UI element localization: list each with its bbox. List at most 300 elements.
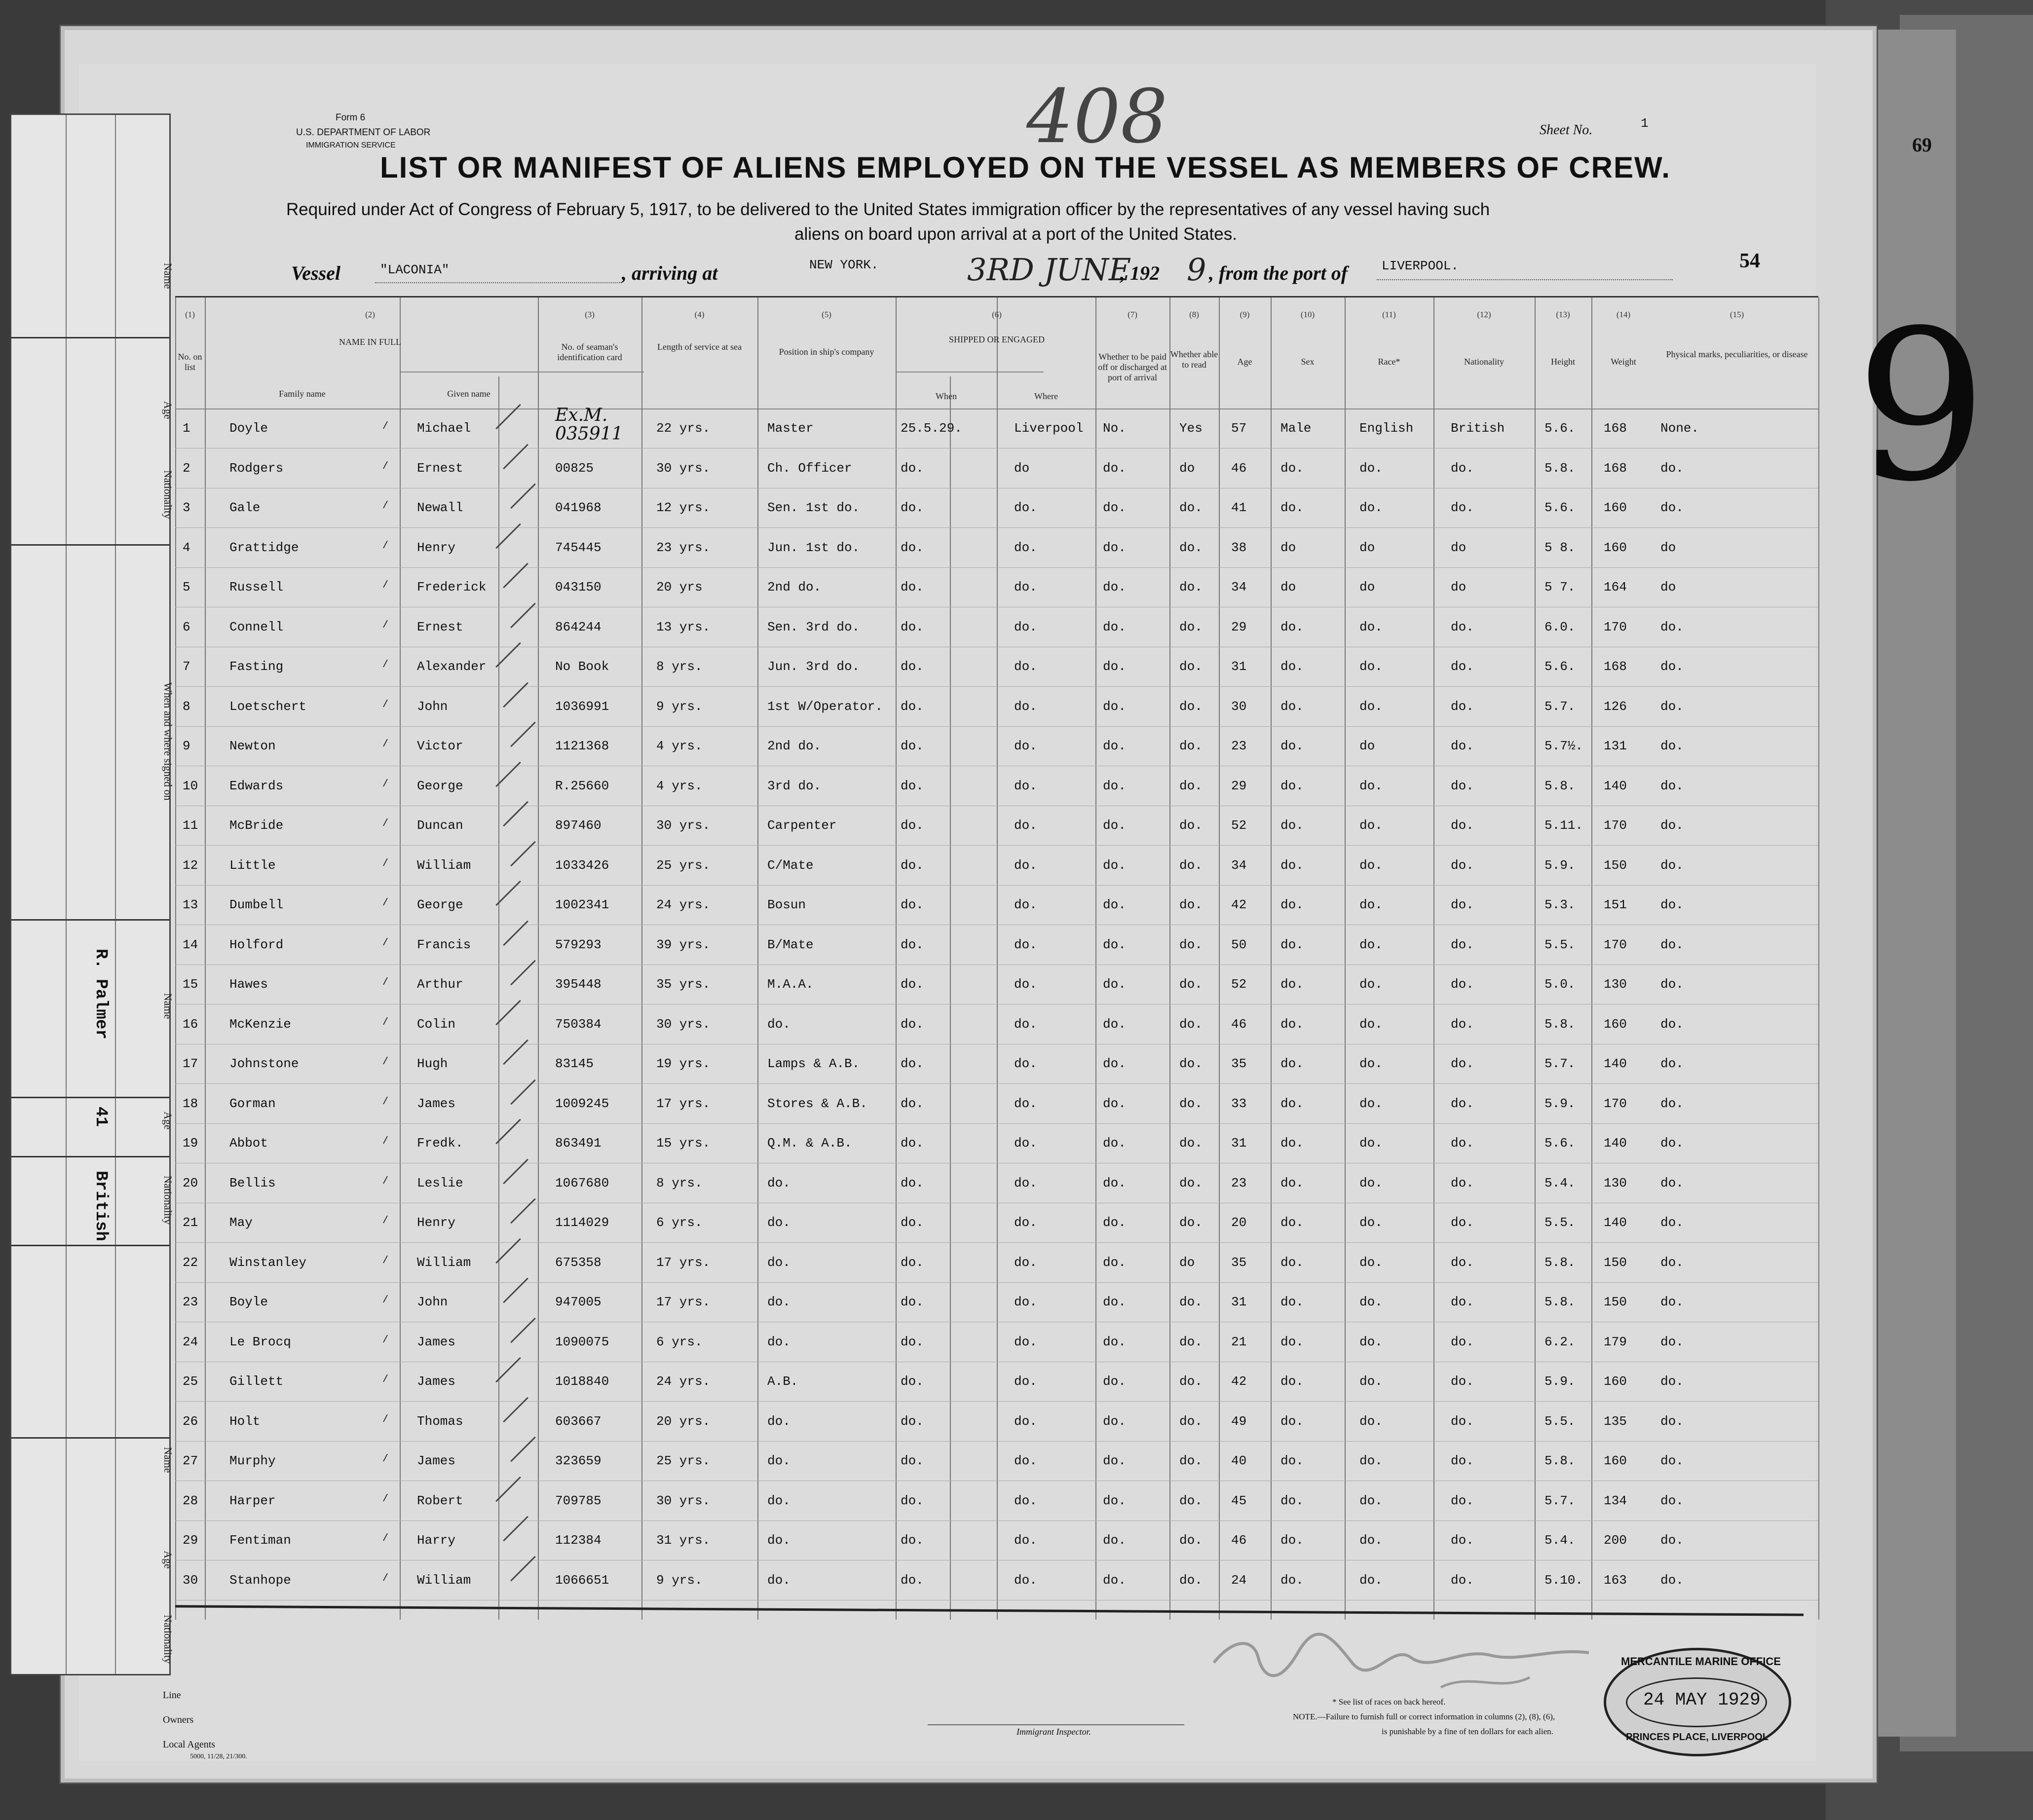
cell-service: 31 yrs.	[656, 1533, 711, 1548]
cell-height: 5.4.	[1544, 1175, 1576, 1190]
cell-weight: 150	[1604, 1255, 1627, 1270]
cell-age: 35	[1231, 1056, 1247, 1071]
cell-card: 1121368	[555, 739, 609, 753]
cell-position: do.	[767, 1413, 791, 1429]
cell-card: 947005	[555, 1295, 602, 1309]
cell-card: 745445	[555, 540, 602, 555]
cell-sex: do.	[1280, 937, 1304, 952]
cell-when: do.	[901, 619, 924, 634]
cell-no: 11	[183, 818, 198, 833]
cell-read: do.	[1179, 1572, 1203, 1588]
cell-weight: 170	[1604, 937, 1627, 952]
cell-given: Thomas	[417, 1413, 463, 1429]
strip-age-label: Age	[162, 401, 174, 419]
cell-age: 29	[1231, 778, 1247, 793]
cell-position: C/Mate	[767, 857, 814, 873]
cell-no: 16	[183, 1016, 198, 1032]
cell-weight: 134	[1604, 1493, 1627, 1508]
cell-where: do.	[1014, 1334, 1037, 1349]
cell-position: B/Mate	[767, 937, 814, 952]
cell-family: Connell	[229, 619, 284, 634]
cell-given: William	[417, 1572, 471, 1588]
tick-icon: /	[382, 659, 389, 670]
cell-nat: do.	[1451, 1374, 1474, 1389]
cell-marks: do.	[1660, 1493, 1684, 1508]
cell-when: do.	[901, 1096, 924, 1111]
cell-service: 22 yrs.	[656, 421, 711, 436]
cell-read: do.	[1179, 1295, 1203, 1309]
cell-given: Frederick	[417, 580, 487, 594]
cell-given: Fredk.	[417, 1136, 463, 1151]
cell-where: do.	[1014, 1453, 1037, 1468]
cell-nat: do	[1451, 580, 1467, 594]
cell-service: 9 yrs.	[656, 1572, 703, 1588]
checkmark-icon	[503, 1397, 528, 1422]
cell-marks: do.	[1660, 1453, 1684, 1468]
strip-age-label-3: Age	[162, 1551, 174, 1569]
cell-position: do.	[767, 1255, 791, 1270]
cell-nat: do.	[1451, 460, 1474, 476]
cell-height: 5.11.	[1544, 818, 1583, 833]
row-rule	[175, 1401, 1818, 1402]
cell-nat: do.	[1451, 500, 1474, 515]
cell-when: do.	[901, 1374, 924, 1389]
strip-entry-age: 41	[91, 1107, 110, 1127]
cell-height: 5.0.	[1544, 977, 1576, 992]
checkmark-icon	[510, 1198, 536, 1224]
cell-sex: do.	[1280, 1175, 1304, 1190]
cell-race: do.	[1359, 460, 1383, 476]
large-handwritten-number: 9	[1855, 286, 1988, 527]
column-rule	[1345, 297, 1346, 1620]
cell-marks: do.	[1660, 460, 1684, 476]
cell-marks: do.	[1660, 1255, 1684, 1270]
cell-sex: do.	[1280, 1016, 1304, 1032]
cell-nat: do.	[1451, 1334, 1474, 1349]
cell-marks: do	[1660, 540, 1676, 555]
strip-divider	[11, 1245, 169, 1246]
strip-divider	[11, 919, 169, 921]
strip-name-label: Name	[162, 263, 174, 289]
cell-weight: 170	[1604, 818, 1627, 833]
cell-when: do.	[901, 1056, 924, 1071]
cell-race: do	[1359, 540, 1375, 555]
cell-marks: do.	[1660, 619, 1684, 634]
cell-age: 34	[1231, 580, 1247, 594]
cell-no: 19	[183, 1136, 198, 1151]
right-number: 54	[1739, 250, 1760, 272]
cell-marks: do.	[1660, 857, 1684, 873]
cell-race: do.	[1359, 1334, 1383, 1349]
cell-height: 5.8.	[1544, 1016, 1576, 1032]
cell-no: 20	[183, 1175, 198, 1190]
cell-nat: do.	[1451, 1016, 1474, 1032]
cell-height: 5.7½.	[1544, 739, 1583, 753]
cell-height: 6.2.	[1544, 1334, 1576, 1349]
column-number: (3)	[585, 310, 595, 319]
cell-family: Little	[229, 857, 276, 873]
column-rule	[1095, 297, 1096, 1620]
cell-service: 35 yrs.	[656, 977, 711, 992]
cell-age: 57	[1231, 421, 1247, 436]
column-number: (5)	[822, 310, 831, 319]
column-rule	[997, 297, 998, 1620]
cell-paid: do.	[1103, 1056, 1126, 1071]
cell-given: Henry	[417, 540, 456, 555]
header-c4: Length of service at sea	[657, 342, 742, 352]
cell-sex: do.	[1280, 857, 1304, 873]
cell-race: do.	[1359, 1572, 1383, 1588]
cell-where: do.	[1014, 1295, 1037, 1309]
strip-entry-nationality: British	[91, 1171, 110, 1241]
cell-age: 41	[1231, 500, 1247, 515]
cell-nat: do.	[1451, 659, 1474, 674]
cell-marks: None.	[1660, 421, 1699, 436]
cell-age: 24	[1231, 1572, 1247, 1588]
column-rule	[538, 297, 539, 1620]
cell-sex: do.	[1280, 619, 1304, 634]
cell-paid: do.	[1103, 659, 1126, 674]
cell-nat: do.	[1451, 1453, 1474, 1468]
cell-sex: do.	[1280, 739, 1304, 753]
cell-service: 23 yrs.	[656, 540, 711, 555]
header-c12: Nationality	[1464, 357, 1504, 367]
cell-paid: do.	[1103, 1533, 1126, 1548]
cell-where: do.	[1014, 818, 1037, 833]
column-rule	[205, 297, 206, 1620]
cell-sex: do.	[1280, 818, 1304, 833]
cell-nat: do.	[1451, 1056, 1474, 1071]
print-code: 5000, 11/28, 21/300.	[190, 1753, 247, 1760]
cell-no: 4	[183, 540, 190, 555]
cell-sex: do.	[1280, 778, 1304, 793]
cell-weight: 200	[1604, 1533, 1627, 1548]
cell-card: 043150	[555, 580, 602, 594]
cell-age: 31	[1231, 659, 1247, 674]
cell-given: Michael	[417, 421, 471, 436]
cell-weight: 130	[1604, 1175, 1627, 1190]
cell-marks: do	[1660, 580, 1676, 594]
cell-age: 31	[1231, 1295, 1247, 1309]
cell-position: 1st W/Operator.	[767, 699, 883, 714]
tick-icon: /	[382, 1533, 389, 1544]
tick-icon: /	[382, 619, 389, 631]
cell-age: 34	[1231, 857, 1247, 873]
cell-service: 8 yrs.	[656, 659, 703, 674]
cell-service: 30 yrs.	[656, 1493, 711, 1508]
tick-icon: /	[382, 778, 389, 790]
checkmark-icon	[503, 1278, 528, 1303]
cell-where: do.	[1014, 659, 1037, 674]
row-rule	[175, 527, 1818, 528]
cell-service: 30 yrs.	[656, 460, 711, 476]
checkmark-icon	[510, 483, 536, 509]
cell-where: do.	[1014, 1572, 1037, 1588]
header-c7: Whether to be paid off or discharged at port of arrival	[1098, 352, 1167, 382]
cell-weight: 131	[1604, 739, 1627, 753]
cell-when: do.	[901, 580, 924, 594]
cell-race: do.	[1359, 977, 1383, 992]
cell-where: do.	[1014, 1136, 1037, 1151]
strip-divider	[11, 544, 169, 546]
cell-race: do.	[1359, 1533, 1383, 1548]
arriving-label: , arriving at	[622, 262, 718, 284]
tick-icon: /	[382, 460, 389, 472]
cell-when: do.	[901, 699, 924, 714]
cell-service: 20 yrs	[656, 580, 703, 594]
cell-age: 23	[1231, 739, 1247, 753]
cell-weight: 140	[1604, 1056, 1627, 1071]
cell-marks: do.	[1660, 937, 1684, 952]
strip-col	[66, 115, 67, 1674]
cell-card: 897460	[555, 818, 602, 833]
cell-height: 5.3.	[1544, 897, 1576, 912]
cell-given: John	[417, 699, 448, 714]
cell-height: 5.9.	[1544, 1374, 1576, 1389]
cell-weight: 179	[1604, 1334, 1627, 1349]
cell-weight: 160	[1604, 540, 1627, 555]
cell-no: 6	[183, 619, 190, 634]
cell-read: do.	[1179, 818, 1203, 833]
cell-given: Harry	[417, 1533, 456, 1548]
cell-sex: do.	[1280, 460, 1304, 476]
cell-family: Holt	[229, 1413, 261, 1429]
header-c8: Whether able to read	[1170, 349, 1218, 370]
cell-weight: 126	[1604, 699, 1627, 714]
strip-col	[115, 115, 116, 1674]
cell-read: do	[1179, 460, 1195, 476]
cell-age: 52	[1231, 818, 1247, 833]
cell-race: do.	[1359, 818, 1383, 833]
cell-where: do.	[1014, 1493, 1037, 1508]
cell-race: do.	[1359, 699, 1383, 714]
cell-when: do.	[901, 460, 924, 476]
tick-icon: /	[382, 818, 389, 829]
cell-where: Liverpool	[1014, 421, 1084, 436]
cell-no: 26	[183, 1413, 198, 1429]
master-signature	[1204, 1618, 1648, 1702]
tick-icon: /	[382, 1016, 389, 1028]
checkmark-icon	[510, 960, 536, 986]
cell-when: do.	[901, 659, 924, 674]
cell-weight: 151	[1604, 897, 1627, 912]
cell-marks: do.	[1660, 897, 1684, 912]
strip-divider	[11, 1097, 169, 1098]
row-rule	[175, 1282, 1818, 1283]
crew-table	[175, 296, 1818, 1620]
cell-nat: do.	[1451, 857, 1474, 873]
footer-line-label: Line	[163, 1690, 181, 1701]
cell-when: do.	[901, 937, 924, 952]
cell-age: 35	[1231, 1255, 1247, 1270]
cell-weight: 160	[1604, 1016, 1627, 1032]
cell-age: 21	[1231, 1334, 1247, 1349]
cell-sex: do.	[1280, 500, 1304, 515]
cell-position: Q.M. & A.B.	[767, 1136, 852, 1151]
cell-no: 22	[183, 1255, 198, 1270]
column-rule	[641, 297, 642, 1620]
cell-height: 5.8.	[1544, 1295, 1576, 1309]
cell-sex: do.	[1280, 659, 1304, 674]
cell-where: do.	[1014, 857, 1037, 873]
cell-race: do.	[1359, 937, 1383, 952]
cell-read: do.	[1179, 1215, 1203, 1230]
cell-sex: do	[1280, 540, 1296, 555]
cell-marks: do.	[1660, 1136, 1684, 1151]
service-line: IMMIGRATION SERVICE	[306, 141, 396, 149]
cell-card: 1114029	[555, 1215, 609, 1230]
tick-icon: /	[382, 1096, 389, 1108]
column-rule	[757, 297, 758, 1620]
cell-sex: Male	[1280, 421, 1312, 436]
cell-height: 5.6.	[1544, 421, 1576, 436]
column-number: (10)	[1300, 310, 1315, 319]
cell-family: Rodgers	[229, 460, 284, 476]
cell-nat: do.	[1451, 1572, 1474, 1588]
cell-race: do.	[1359, 1056, 1383, 1071]
cell-height: 5.8.	[1544, 1255, 1576, 1270]
header-c1: No. on list	[178, 352, 202, 372]
cell-where: do.	[1014, 1175, 1037, 1190]
cell-service: 4 yrs.	[656, 778, 703, 793]
from-port-label: , from the port of	[1209, 262, 1348, 284]
cell-paid: do.	[1103, 1096, 1126, 1111]
cell-height: 5.9.	[1544, 857, 1576, 873]
cell-marks: do.	[1660, 1016, 1684, 1032]
cell-paid: do.	[1103, 460, 1126, 476]
arrival-date-handwritten: 3RD JUNE	[967, 252, 1131, 288]
cell-sex: do.	[1280, 1215, 1304, 1230]
cell-when: do.	[901, 977, 924, 992]
cell-no: 2	[183, 460, 190, 476]
cell-position: Stores & A.B.	[767, 1096, 867, 1111]
checkmark-icon	[510, 1556, 536, 1581]
cell-given: George	[417, 778, 463, 793]
cell-race: do.	[1359, 897, 1383, 912]
cell-weight: 170	[1604, 1096, 1627, 1111]
cell-height: 5.4.	[1544, 1533, 1576, 1548]
cell-nat: do.	[1451, 1533, 1474, 1548]
row-rule	[175, 1123, 1818, 1124]
header-c15: Physical marks, peculiarities, or disease	[1666, 349, 1808, 359]
cell-sex: do.	[1280, 1295, 1304, 1309]
tick-icon: /	[382, 1334, 389, 1346]
sub-column-rule	[950, 376, 951, 1620]
cell-where: do.	[1014, 1056, 1037, 1071]
cell-when: do.	[901, 1572, 924, 1588]
cell-paid: do.	[1103, 977, 1126, 992]
cell-position: Master	[767, 421, 814, 436]
cell-nat: do.	[1451, 699, 1474, 714]
cell-given: Ernest	[417, 460, 463, 476]
cell-race: do.	[1359, 619, 1383, 634]
strip-divider	[11, 337, 169, 338]
cell-family: Harper	[229, 1493, 276, 1508]
cell-position: 3rd do.	[767, 778, 822, 793]
cell-family: Edwards	[229, 778, 284, 793]
cell-family: Russell	[229, 580, 284, 594]
cell-when: do.	[901, 739, 924, 753]
cell-position: A.B.	[767, 1374, 798, 1389]
cell-family: Gale	[229, 500, 261, 515]
cell-read: do.	[1179, 1533, 1203, 1548]
checkmark-icon	[510, 602, 536, 628]
cell-position: Lamps & A.B.	[767, 1056, 860, 1071]
cell-given: Duncan	[417, 818, 463, 833]
cell-sex: do.	[1280, 897, 1304, 912]
cell-race: do.	[1359, 778, 1383, 793]
cell-position: 2nd do.	[767, 580, 822, 594]
cell-marks: do.	[1660, 1295, 1684, 1309]
cell-given: Ernest	[417, 619, 463, 634]
stamp-date: 24 MAY 1929	[1643, 1690, 1761, 1710]
tick-icon: /	[382, 1295, 389, 1306]
cell-height: 5.5.	[1544, 1413, 1576, 1429]
cell-no: 29	[183, 1533, 198, 1548]
column-rule	[400, 297, 401, 1620]
year-handwritten: 9	[1187, 252, 1206, 288]
column-number: (4)	[694, 310, 705, 319]
cell-no: 17	[183, 1056, 198, 1071]
cell-no: 28	[183, 1493, 198, 1508]
cell-weight: 168	[1604, 460, 1627, 476]
tick-icon: /	[382, 1572, 389, 1584]
cell-service: 20 yrs.	[656, 1413, 711, 1429]
cell-marks: do.	[1660, 500, 1684, 515]
cell-card: 112384	[555, 1533, 602, 1548]
cell-service: 24 yrs.	[656, 897, 711, 912]
cell-read: do.	[1179, 540, 1203, 555]
stamp-bottom-text: PRINCES PLACE, LIVERPOOL	[1626, 1732, 1769, 1743]
cell-read: do.	[1179, 977, 1203, 992]
vessel-underline	[375, 282, 622, 283]
cell-card: 1033426	[555, 857, 609, 873]
column-rule	[1169, 297, 1170, 1620]
cell-position: do.	[767, 1572, 791, 1588]
header-c2b: Given name	[447, 389, 490, 399]
cell-read: do.	[1179, 1096, 1203, 1111]
cell-paid: do.	[1103, 1016, 1126, 1032]
column-rule	[1219, 297, 1220, 1620]
cell-read: do.	[1179, 1334, 1203, 1349]
cell-age: 46	[1231, 1533, 1247, 1548]
header-c2: NAME IN FULL	[339, 337, 401, 347]
name-header-divider	[400, 371, 644, 372]
cell-position: do.	[767, 1334, 791, 1349]
cell-no: 18	[183, 1096, 198, 1111]
cell-position: M.A.A.	[767, 977, 814, 992]
cell-service: 6 yrs.	[656, 1215, 703, 1230]
cell-paid: do.	[1103, 580, 1126, 594]
strip-signed-label: When and where signed on	[162, 682, 174, 801]
cell-read: do.	[1179, 500, 1203, 515]
cell-position: do.	[767, 1453, 791, 1468]
cell-position: do.	[767, 1533, 791, 1548]
header-c5: Position in ship's company	[779, 347, 874, 357]
cell-no: 1	[183, 421, 190, 436]
cell-sex: do.	[1280, 1096, 1304, 1111]
strip-entry-name: R. Palmer	[91, 949, 110, 1040]
cell-given: Robert	[417, 1493, 463, 1508]
cell-read: do.	[1179, 739, 1203, 753]
cell-card: 00825	[555, 460, 594, 476]
header-c6: SHIPPED OR ENGAGED	[948, 334, 1045, 344]
cell-weight: 150	[1604, 1295, 1627, 1309]
cell-height: 5.5.	[1544, 937, 1576, 952]
cell-paid: do.	[1103, 1374, 1126, 1389]
cell-service: 25 yrs.	[656, 1453, 711, 1468]
tick-icon: /	[382, 977, 389, 988]
